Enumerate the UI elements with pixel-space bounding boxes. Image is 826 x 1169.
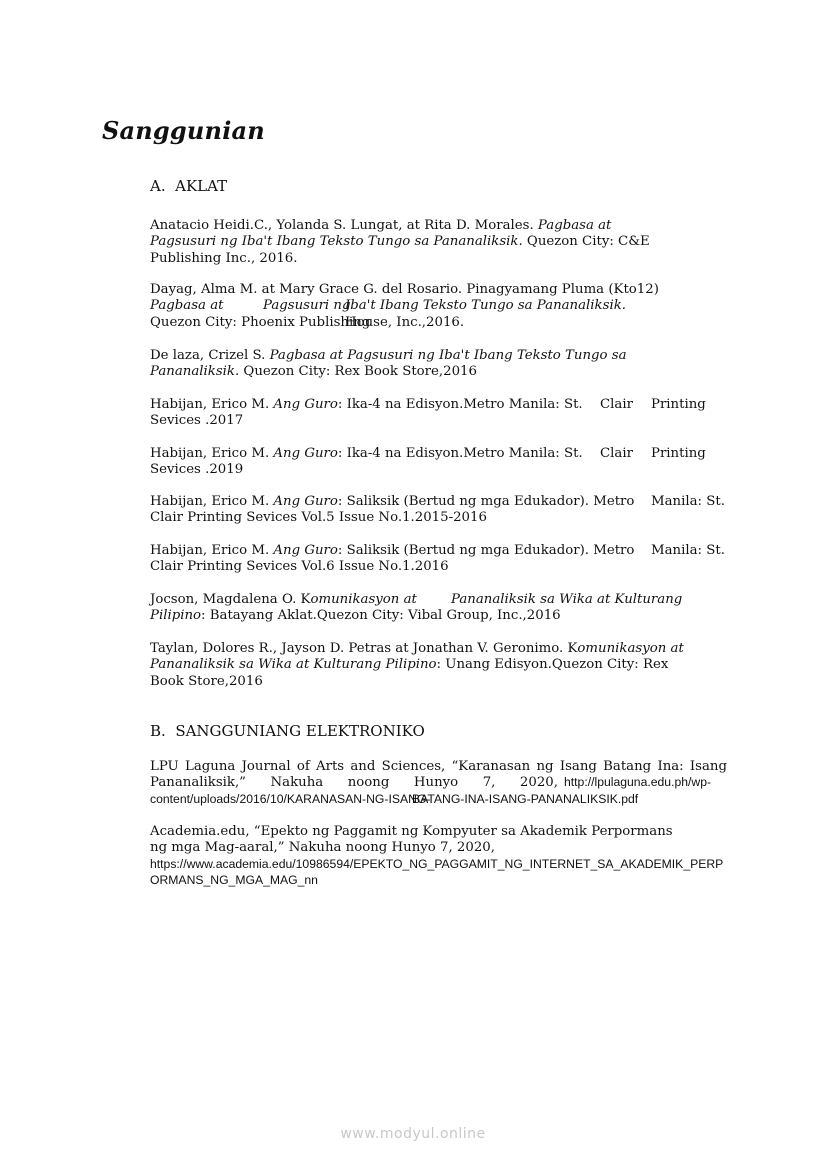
- reference-title: Pagsusuri ng Iba't Ibang Teksto Tungo sa Pananaliksik.: [150, 234, 523, 250]
- reference-text: Clair: [600, 397, 633, 412]
- reference-text: Jocson, Magdalena O. K: [150, 592, 311, 607]
- reference-text: Sevices .2017: [150, 413, 244, 429]
- reference-text: Habijan, Erico M.: [150, 543, 274, 558]
- reference-line: [150, 856, 727, 873]
- reference-text: : Saliksik (Bertud ng mga Edukador). Metro: [337, 494, 635, 509]
- reference-text: Pananaliksik,” Nakuha noong Hunyo 7, 2020,: [150, 775, 558, 791]
- section-heading-elektroniko: B. SANGGUNIANG ELEKTRONIKO: [150, 722, 425, 740]
- reference-title: Pagsusuri ng: [263, 298, 351, 314]
- reference-text: Dayag, Alma M. at Mary Grace G. del Rosario. Pinagyamang Pluma (Kto12): [150, 282, 659, 297]
- reference-text: Academia.edu, “Epekto ng Paggamit ng Kompyuter sa Akademik Perpormans: [150, 824, 673, 839]
- reference-line: [150, 640, 727, 657]
- reference-line: [150, 791, 727, 808]
- reference-title: omunikasyon at: [577, 641, 684, 656]
- reference-text: LPU Laguna Journal of Arts and Sciences, “Karanasan ng Isang Batang Ina: Isang: [150, 759, 727, 774]
- reference-text: Printing: [651, 397, 706, 412]
- reference-line: [150, 673, 727, 690]
- reference-line: [150, 823, 727, 840]
- reference-line: [150, 542, 727, 559]
- reference-text: Printing: [651, 446, 706, 461]
- reference-line: [150, 217, 727, 234]
- reference-line: [150, 656, 727, 673]
- reference-line: [150, 314, 727, 331]
- reference-url[interactable]: http://lpulaguna.edu.ph/wp-: [564, 775, 712, 790]
- reference-text: Quezon City: C&E: [522, 234, 650, 250]
- reference-line: [150, 297, 727, 314]
- reference-line: [150, 461, 727, 478]
- reference-line: [150, 396, 727, 413]
- reference-title: Ang Guro: [273, 543, 338, 558]
- reference-text: ng mga Mag-aaral,” Nakuha noong Hunyo 7, 2020,: [150, 840, 495, 856]
- reference-text: : Saliksik (Bertud ng mga Edukador). Metro: [337, 543, 635, 558]
- reference-text: Anatacio Heidi.C., Yolanda S. Lungat, at Rita D. Morales.: [150, 218, 538, 233]
- reference-title: Pagbasa at: [537, 218, 612, 233]
- reference-text: Habijan, Erico M.: [150, 446, 274, 461]
- reference-text: Clair: [600, 446, 633, 461]
- reference-line: [150, 558, 727, 575]
- reference-text: House, Inc.,2016.: [345, 314, 465, 330]
- reference-text: Quezon City: Phoenix Publishing: [150, 314, 371, 330]
- reference-text: De laza, Crizel S.: [150, 348, 270, 363]
- reference-title: Ang Guro: [273, 397, 338, 412]
- reference-text: Book Store,2016: [150, 673, 263, 689]
- reference-line: [150, 233, 727, 250]
- reference-line: [150, 281, 727, 298]
- reference-text: Habijan, Erico M.: [150, 494, 274, 509]
- page-title: Sanggunian: [102, 116, 265, 145]
- reference-line: [150, 607, 727, 624]
- reference-text: Clair Printing Sevices Vol.5 Issue No.1.2015-2016: [150, 510, 487, 526]
- reference-title: omunikasyon at: [310, 592, 417, 607]
- reference-title: Pananaliksik sa Wika at Kulturang: [451, 592, 683, 607]
- reference-text: Publishing Inc., 2016.: [150, 250, 298, 266]
- reference-line: [150, 347, 727, 364]
- reference-title: Pananaliksik sa Wika at Kulturang Pilipino: [150, 657, 437, 673]
- reference-title: Pilipino: [150, 608, 202, 624]
- reference-text: Manila: St.: [651, 543, 725, 558]
- reference-line: [150, 872, 727, 889]
- reference-line: [150, 412, 727, 429]
- reference-title: Ang Guro: [273, 446, 338, 461]
- reference-text: : Batayang Aklat.Quezon City: Vibal Group, Inc.,2016: [201, 608, 561, 624]
- reference-text: : Ika-4 na Edisyon.Metro Manila: St.: [337, 446, 583, 461]
- reference-text: Manila: St.: [651, 494, 725, 509]
- reference-title: Pagbasa at Pagsusuri ng Iba't Ibang Teksto Tungo sa: [269, 348, 627, 363]
- reference-text: Clair Printing Sevices Vol.6 Issue No.1.2016: [150, 559, 449, 575]
- reference-url[interactable]: BATANG-INA-ISANG-PANANALIKSIK.pdf: [412, 791, 639, 806]
- reference-line: [150, 250, 727, 267]
- reference-title: Pananaliksik.: [150, 364, 240, 380]
- reference-line: [150, 445, 727, 462]
- reference-text: Taylan, Dolores R., Jayson D. Petras at Jonathan V. Geronimo. K: [150, 641, 578, 656]
- reference-title: Pagbasa at: [150, 298, 224, 314]
- reference-line: [150, 839, 727, 856]
- reference-url[interactable]: ORMANS_NG_MGA_MAG_nn: [150, 873, 318, 888]
- reference-line: [150, 363, 727, 380]
- reference-line: [150, 509, 727, 526]
- reference-text: : Unang Edisyon.Quezon City: Rex: [436, 657, 669, 673]
- reference-text: Quezon City: Rex Book Store,2016: [239, 364, 477, 380]
- reference-text: Sevices .2019: [150, 462, 244, 478]
- section-heading-aklat: A. AKLAT: [150, 177, 228, 195]
- reference-line: [150, 591, 727, 608]
- reference-title: Ang Guro: [273, 494, 338, 509]
- reference-url[interactable]: content/uploads/2016/10/KARANASAN-NG-ISANG-: [150, 791, 431, 806]
- reference-title: Iba't Ibang Teksto Tungo sa Pananaliksik.: [345, 298, 626, 314]
- reference-url[interactable]: https://www.academia.edu/10986594/EPEKTO_NG_PAGGAMIT_NG_INTERNET_SA_AKADEMIK_PERP: [150, 856, 724, 871]
- reference-text: : Ika-4 na Edisyon.Metro Manila: St.: [337, 397, 583, 412]
- reference-text: Habijan, Erico M.: [150, 397, 274, 412]
- watermark: www.modyul.online: [340, 1126, 486, 1142]
- reference-line: [150, 774, 727, 791]
- reference-line: [150, 493, 727, 510]
- reference-line: [150, 758, 727, 775]
